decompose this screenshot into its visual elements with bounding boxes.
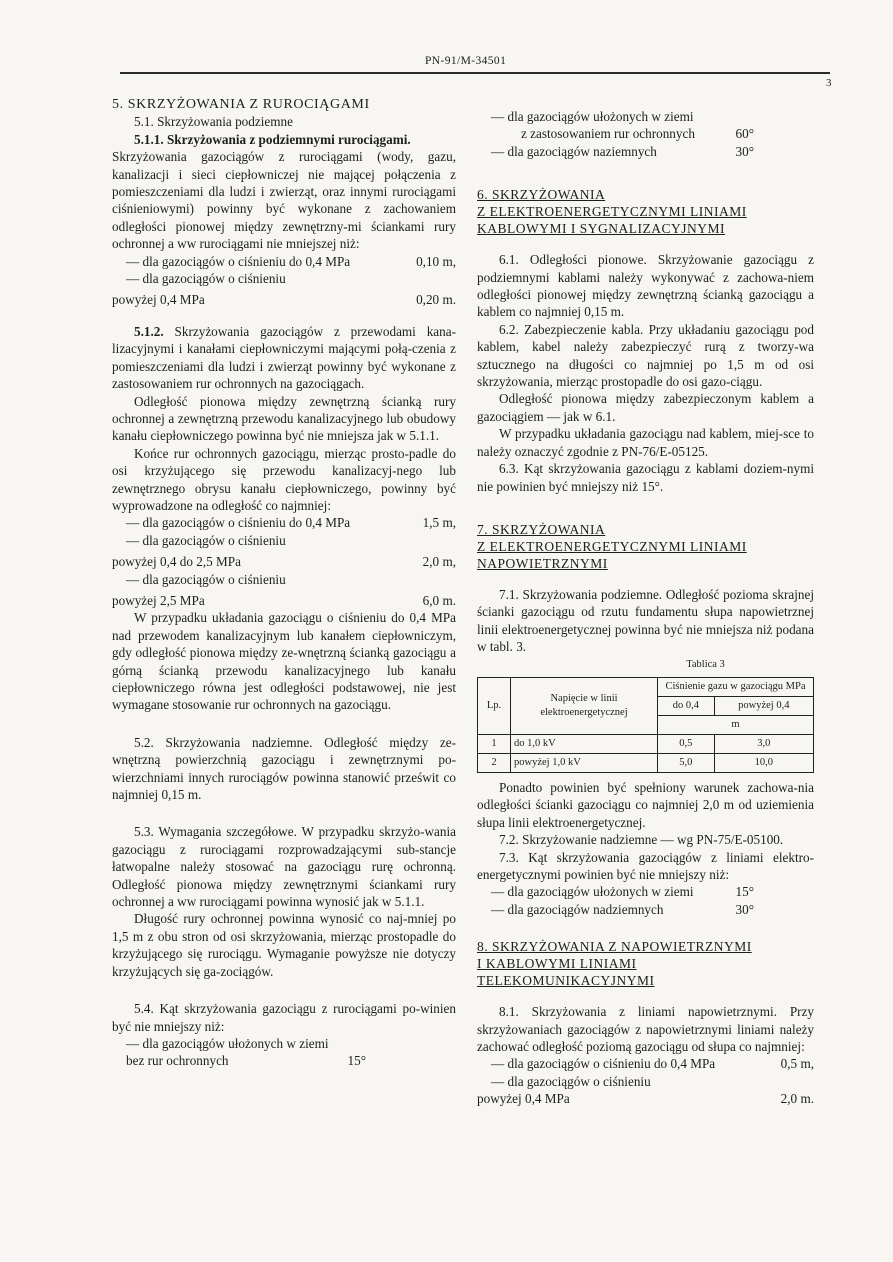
section-6-title: 6. SKRZYŻOWANIA (477, 187, 606, 203)
table-cell: powyżej 1,0 kV (511, 753, 658, 772)
list-item: powyżej 2,5 MPa 6,0 m. (112, 592, 456, 608)
list-item: — dla gazociągów ułożonych w ziemi (491, 109, 694, 124)
section-5-1-heading: 5.1. Skrzyżowania podziemne (134, 114, 293, 130)
section-6-1: 6.1. Odległości pionowe. Skrzyżowanie gazociągu z podziemnymi kablami należy wykonywać z zachowa-niem odległości pionowej między zewnętrzną ścianką gazociągu a kablem co najmniej 0,15 m. (477, 252, 814, 320)
table-cell: 5,0 (658, 753, 715, 772)
table-header: do 0,4 (658, 696, 715, 715)
section-5-1-1-heading: 5.1.1. Skrzyżowania z podziemnymi rurociągami. (134, 131, 411, 147)
section-8-title: I KABLOWYMI LINIAMI (477, 956, 637, 972)
list-item: — dla gazociągów o ciśnieniu (126, 271, 286, 287)
section-8-1: 8.1. Skrzyżowania z liniami napowietrznymi. Przy skrzyżowaniach gazociągów z napowietrznymi liniami należy zachować odległość poziomą gazociągu od słupa co najmniej: (477, 1004, 814, 1054)
paragraph: Odległość pionowa między zabezpieczonym kablem a gazociągiem — jak w 6.1. (477, 391, 814, 424)
left-column (112, 96, 456, 1070)
list-item: — dla gazociągów o ciśnieniu (126, 571, 286, 587)
table-cell: 0,5 (658, 734, 715, 753)
table-row (478, 734, 814, 753)
section-7-3: 7.3. Kąt skrzyżowania gazociągów z liniami elektro-energetycznymi powinien być nie mniejszy niż: (477, 849, 814, 882)
list-item: z zastosowaniem rur ochronnych 60° (521, 126, 754, 142)
table-header: Napięcie w linii elektroenergetycznej (511, 677, 658, 734)
table-header: powyżej 0,4 (714, 696, 813, 715)
section-7-1: 7.1. Skrzyżowania podziemne. Odległość pozioma skrajnej ścianki gazociągu od rzutu fundamentu słupa napowietrznej linii elektroenergetycznej powinna być nie mniejsza niż podana w tabl. 3. (477, 586, 814, 655)
table-unit: m (658, 715, 814, 734)
table-cell: do 1,0 kV (511, 734, 658, 753)
table-3 (477, 677, 814, 773)
list-item: — dla gazociągów ułożonych w ziemi 15° (491, 884, 754, 900)
section-8-title: TELEKOMUNIKACYJNYMI (477, 973, 655, 989)
list-item: powyżej 0,4 do 2,5 MPa 2,0 m, (112, 554, 456, 570)
right-column (477, 108, 814, 1108)
table-header: Lp. (478, 677, 511, 734)
section-7-title: Z ELEKTROENERGETYCZNYMI LINIAMI (477, 538, 747, 554)
page-number: 3 (826, 77, 832, 89)
header-rule (120, 72, 830, 74)
paragraph: Ponadto powinien być spełniony warunek zachowa-nia odległości ścianki gazociągu co najmniej 2,0 m od uziemienia słupa linii elektroenergetycznej. (477, 779, 814, 830)
list-item: — dla gazociągów o ciśnieniu (491, 1073, 651, 1089)
table-row (478, 753, 814, 772)
list-item: — dla gazociągów ułożonych w ziemi (126, 1035, 329, 1051)
section-6-title: KABLOWYMI I SYGNALIZACYJNYMI (477, 221, 725, 237)
table-cell: 3,0 (714, 734, 813, 753)
section-5-1-2: 5.1.2. Skrzyżowania gazociągów z przewodami kana-lizacyjnymi i kanałami ciepłowniczymi mającymi połą-czenia z pomieszczeniami dla ludzi i zwierząt powinny być wykonane z zastosowaniem rur ochronnych na gazociągach. (112, 323, 457, 392)
section-7-title: 7. SKRZYŻOWANIA (477, 521, 606, 537)
list-item: — dla gazociągów o ciśnieniu do 0,4 MPa 0,10 m, (126, 253, 456, 269)
list-item: — dla gazociągów o ciśnieniu do 0,4 MPa 1,5 m, (126, 515, 456, 531)
paragraph: Odległość pionowa między zewnętrzną ścianką rury ochronnej a zewnętrzną przewodu kanalizacyjnego lub obudowy kanału ciepłowniczego powinna być nie mniejsza jak w 5.1.1. (112, 393, 456, 444)
section-6-3: 6.3. Kąt skrzyżowania gazociągu z kablami doziem-nymi nie powinien być mniejszy niż 15°. (477, 461, 814, 494)
section-5-2: 5.2. Skrzyżowania nadziemne. Odległość między ze-wnętrzną powierzchnią gazociągu i zewnętrznymi po-wierzchniami innych rurociągów powinna stanowić prześwit co najmniej 0,15 m. (112, 734, 456, 803)
section-5-title: 5. SKRZYŻOWANIA Z RUROCIĄGAMI (112, 97, 370, 112)
section-6-title: Z ELEKTROENERGETYCZNYMI LINIAMI (477, 204, 747, 220)
list-item: — dla gazociągów o ciśnieniu do 0,4 MPa 0,5 m, (491, 1056, 814, 1072)
list-item: powyżej 0,4 MPa 2,0 m. (477, 1091, 814, 1107)
paragraph: W przypadku układania gazociągu o ciśnieniu do 0,4 MPa nad przewodem kanalizacyjnym lub kanałem ciepłowniczym, gdy odległość pionowa między ze-wnętrzną ścianką gazociągu a górną ścianką przewodu kanalizacyjnego lub kanału ciepłowniczego równa jest odległości podstawowej, nie jest wymagane stosowanie rur ochronnych na gazociągu. (112, 610, 456, 713)
table-header: Ciśnienie gazu w gazociągu MPa (658, 677, 814, 696)
section-5-3: 5.3. Wymagania szczegółowe. W przypadku skrzyżo-wania gazociągu z rurociągami rozprowadzającymi sub-stancje łatwopalne należy stosować na gazociągu rurę ochronną. Odległość pionowa między zewnętrznymi ściankami rury ochronnej a ww rurociągami powinna wynosić jak w 5.1.1. (112, 824, 456, 910)
section-8-title: 8. SKRZYŻOWANIA Z NAPOWIETRZNYMI (477, 939, 752, 955)
list-item: powyżej 0,4 MPa 0,20 m. (112, 292, 456, 308)
list-item: — dla gazociągów naziemnych 30° (491, 143, 754, 159)
list-item: bez rur ochronnych 15° (126, 1053, 366, 1069)
paragraph: Końce rur ochronnych gazociągu, mierząc prosto-padle do osi krzyżującego się przewodu kanalizacyj-nego lub zewnętrznego obrysu kanału ciepłowniczego, powinny być wyprowadzone na odległość co najmniej: (112, 445, 456, 513)
section-7-title: NAPOWIETRZNYMI (477, 555, 608, 571)
section-6-2: 6.2. Zabezpieczenie kabla. Przy układaniu gazociągu pod kablem, kabel należy zabezpieczyć rurą z tworzy-wa sztucznego na długości co najmniej po 1,5 m od osi skrzyżowania, mierząc prostopadle do osi gazo-ciągu. (477, 321, 814, 390)
standard-number: PN-91/M-34501 (425, 55, 507, 67)
table-cell: 2 (478, 753, 511, 772)
section-7-2: 7.2. Skrzyżowanie nadziemne — wg PN-75/E-05100. (499, 832, 784, 848)
paragraph: W przypadku układania gazociągu nad kablem, miej-sce to należy oznaczyć zgodnie z PN-76/E-05125. (477, 426, 814, 459)
list-item: — dla gazociągów o ciśnieniu (126, 532, 286, 548)
paragraph: Długość rury ochronnej powinna wynosić co naj-mniej po 1,5 m z obu stron od osi skrzyżowania, mierząc prostopadle do krzyżującego się rurociągu. Wymaganie powyższe nie dotyczy krzyżujących się ga-zociągów. (112, 911, 456, 979)
section-5-4: 5.4. Kąt skrzyżowania gazociągu z rurociągami po-winien być nie mniejszy niż: (112, 1001, 456, 1034)
section-5-1-1-text: Skrzyżowania gazociągów z rurociągami (wody, gazu, kanalizacji i sieci ciepłowniczej nie mającej połączenia z pomieszczeniami dla ludzi i zwierząt, oraz innymi rurociągami ciśnieniowymi) powinny być wykonane z zachowaniem odległości pionowej między zewnętrzny-mi ściankami rury ochronnej a ww rurociągami nie mniejszej niż: (112, 149, 456, 252)
list-item: — dla gazociągów nadziemnych 30° (491, 901, 754, 917)
table-caption: Tablica 3 (686, 658, 725, 670)
table-cell: 1 (478, 734, 511, 753)
table-cell: 10,0 (714, 753, 813, 772)
